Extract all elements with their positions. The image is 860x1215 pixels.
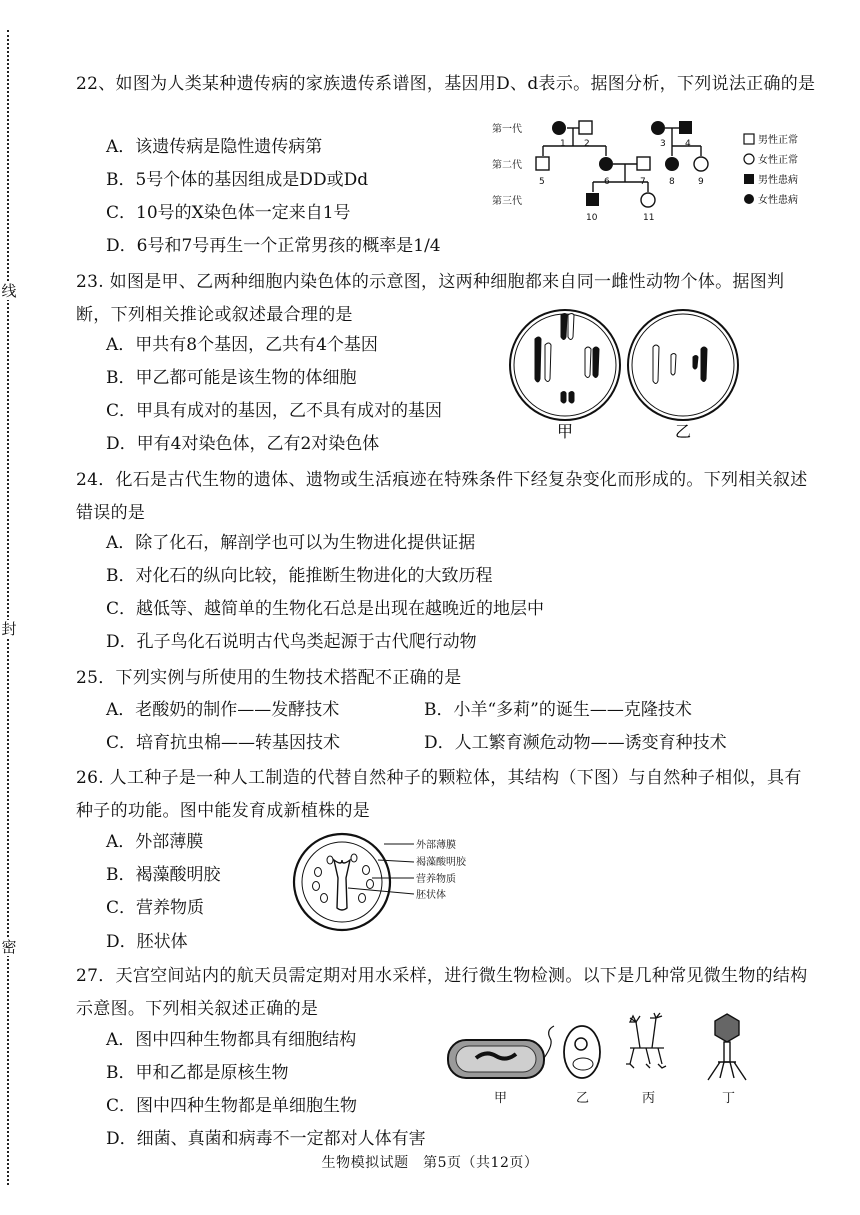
q22-option-c: C．10号的X染色体一定来自1号 (106, 203, 351, 223)
q26-option-d: D．胚状体 (106, 932, 188, 952)
legend-male-affected-symbol (744, 174, 754, 184)
svg-text:7: 7 (640, 177, 646, 187)
svg-text:10: 10 (586, 213, 598, 223)
q24-option-d: D．孔子鸟化石说明古代鸟类起源于古代爬行动物 (106, 632, 477, 652)
page-footer: 生物模拟试题 第5页（共12页） (321, 1155, 539, 1171)
q26-option-c: C．营养物质 (106, 898, 205, 918)
q25-option-a: A．老酸奶的制作——发酵技术 (106, 700, 340, 720)
legend-male-normal: 男性正常 (758, 135, 798, 146)
svg-text:3: 3 (660, 139, 666, 149)
q22-option-a: A．该遗传病是隐性遗传病第 (106, 137, 323, 157)
q25-stem: 25．下列实例与所使用的生物技术搭配不正确的是 (76, 668, 462, 688)
gen3-label: 第三代 (492, 196, 522, 207)
svg-text:1: 1 (560, 139, 566, 149)
individual-10 (586, 193, 599, 206)
q25-option-d: D．人工繁育濒危动物——诱变育种技术 (424, 733, 727, 753)
q24-option-a: A．除了化石，解剖学也可以为生物进化提供证据 (106, 533, 476, 553)
microorganisms-figure (440, 1012, 770, 1112)
q27-stem: 27．天宫空间站内的航天员需定期对用水采样，进行微生物检测。以下是几种常见微生物的结构示意图。下列相关叙述正确的是 (76, 966, 808, 1019)
embryoid (334, 860, 350, 910)
svg-text:8: 8 (669, 177, 675, 187)
q23-option-d: D．甲有4对染色体，乙有2对染色体 (106, 434, 380, 454)
cell-label-yi: 乙 (675, 422, 692, 440)
gen1-label: 第一代 (492, 124, 522, 135)
label-nutrients: 营养物质 (416, 874, 456, 885)
legend-female-affected: 女性患病 (758, 195, 798, 206)
q25-option-c: C．培育抗虫棉——转基因技术 (106, 733, 341, 753)
q24-option-c: C．越低等、越简单的生物化石总是出现在越晚近的地层中 (106, 599, 545, 619)
binding-line (7, 30, 9, 1185)
q26-option-a: A．外部薄膜 (106, 832, 204, 852)
legend-female-normal: 女性正常 (758, 155, 798, 166)
individual-11 (641, 193, 655, 207)
binding-char-mi: 密 (1, 938, 17, 956)
q23-option-a: A．甲共有8个基因，乙共有4个基因 (106, 335, 378, 355)
label-jia: 甲 (494, 1091, 508, 1106)
label-yi: 乙 (576, 1091, 590, 1106)
q27-option-c: C．图中四种生物都是单细胞生物 (106, 1096, 358, 1116)
svg-text:5: 5 (539, 177, 545, 187)
q24-stem: 24．化石是古代生物的遗体、遗物或生活痕迹在特殊条件下经复杂变化而形成的。下列相关叙述错误的是 (76, 470, 808, 523)
label-ding: 丁 (722, 1091, 736, 1106)
q22-stem: 22、如图为人类某种遗传病的家族遗传系谱图，基因用D、d表示。据图分析，下列说法正确的是 (76, 74, 816, 94)
binding-char-xian: 线 (1, 282, 17, 300)
svg-text:11: 11 (643, 213, 655, 223)
individual-2 (579, 121, 592, 134)
cell-yi (628, 310, 738, 420)
legend-male-affected: 男性患病 (758, 175, 798, 186)
gen2-label: 第二代 (492, 160, 522, 171)
svg-text:4: 4 (685, 139, 691, 149)
q26-option-b: B．褐藻酸明胶 (106, 865, 221, 885)
yeast-yi (564, 1026, 600, 1078)
label-bing: 丙 (642, 1091, 656, 1106)
individual-6 (599, 157, 613, 171)
label-alginate-gel: 褐藻酸明胶 (416, 857, 466, 868)
artificial-seed-figure (290, 830, 490, 940)
legend-female-affected-symbol (744, 194, 754, 204)
individual-8 (665, 157, 679, 171)
q22-option-d: D．6号和7号再生一个正常男孩的概率是1/4 (106, 236, 441, 256)
q24-option-b: B．对化石的纵向比较，能推断生物进化的大致历程 (106, 566, 493, 586)
q22-option-b: B．5号个体的基因组成是DD或Dd (106, 170, 369, 190)
label-outer-membrane: 外部薄膜 (416, 840, 456, 851)
q23-option-c: C．甲具有成对的基因，乙不具有成对的基因 (106, 401, 443, 421)
svg-text:9: 9 (698, 177, 704, 187)
individual-4 (679, 121, 692, 134)
legend-male-normal-symbol (744, 134, 754, 144)
individual-5 (536, 157, 549, 170)
svg-text:6: 6 (604, 177, 610, 187)
q27-option-a: A．图中四种生物都具有细胞结构 (106, 1030, 357, 1050)
pedigree-chart (488, 118, 818, 230)
individual-1 (552, 121, 566, 135)
legend-female-normal-symbol (744, 154, 754, 164)
individual-9 (694, 157, 708, 171)
chromosome-cells-figure (505, 305, 755, 440)
q23-option-b: B．甲乙都可能是该生物的体细胞 (106, 368, 357, 388)
individual-7 (637, 157, 650, 170)
svg-text:2: 2 (584, 139, 590, 149)
q27-option-b: B．甲和乙都是原核生物 (106, 1063, 289, 1083)
label-embryoid: 胚状体 (416, 890, 446, 901)
binding-char-feng: 封 (1, 620, 17, 638)
cell-label-jia: 甲 (557, 422, 574, 440)
individual-3 (651, 121, 665, 135)
q27-option-d: D．细菌、真菌和病毒不一定都对人体有害 (106, 1129, 426, 1149)
q26-stem: 26. 人工种子是一种人工制造的代替自然种子的颗粒体，其结构（下图）与自然种子相似，具有种子的功能。图中能发育成新植株的是 (76, 768, 802, 821)
phage-ding (708, 1014, 746, 1080)
bacterium-jia (448, 1026, 554, 1078)
mold-bing (626, 1013, 666, 1068)
q23-stem: 23. 如图是甲、乙两种细胞内染色体的示意图，这两种细胞都来自同一雌性动物个体。据图判断，下列相关推论或叙述最合理的是 (76, 272, 785, 325)
q25-option-b: B．小羊“多莉”的诞生——克隆技术 (424, 700, 692, 720)
